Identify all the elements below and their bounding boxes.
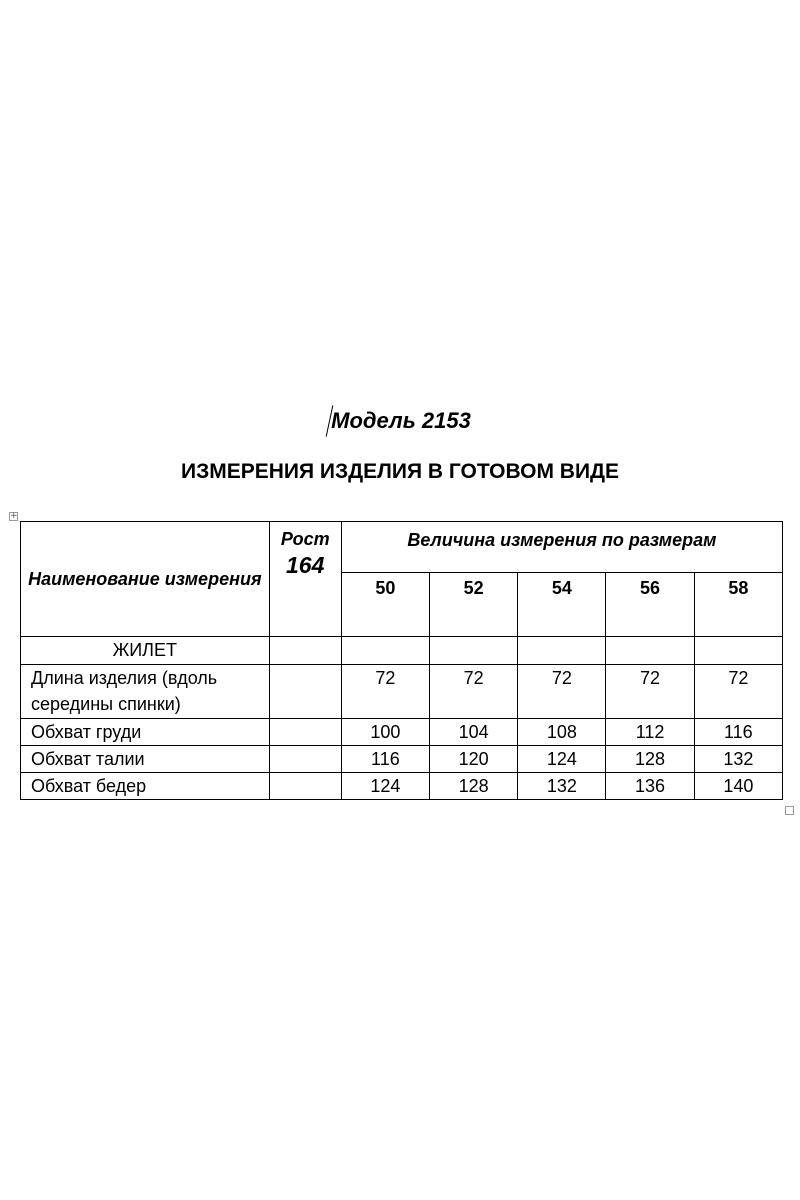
value-cell: 120 xyxy=(430,746,518,773)
value-cell: 72 xyxy=(518,665,606,719)
header-row-top xyxy=(21,522,783,573)
empty-cell xyxy=(606,637,694,665)
table-row xyxy=(21,746,783,773)
value-cell: 128 xyxy=(606,746,694,773)
measurement-name: Обхват бедер xyxy=(21,773,270,800)
measurement-name: Обхват талии xyxy=(21,746,270,773)
value-cell: 72 xyxy=(694,665,782,719)
value-cell: 124 xyxy=(518,746,606,773)
value-cell: 132 xyxy=(694,746,782,773)
value-cell: 72 xyxy=(341,665,429,719)
measurement-name: Длина изделия (вдоль середины спинки) xyxy=(21,665,270,719)
empty-cell xyxy=(430,637,518,665)
table-row xyxy=(21,665,783,719)
header-group-label: Величина измерения по размерам xyxy=(407,530,717,550)
measurement-name: Обхват груди xyxy=(21,719,270,746)
rost-cell xyxy=(269,773,341,800)
rost-cell xyxy=(269,746,341,773)
value-cell: 116 xyxy=(341,746,429,773)
header-rost-label: Рост xyxy=(280,529,330,549)
table-row xyxy=(21,719,783,746)
empty-cell xyxy=(518,637,606,665)
model-title xyxy=(0,405,800,437)
rost-cell xyxy=(269,665,341,719)
table-row xyxy=(21,773,783,800)
empty-cell xyxy=(341,637,429,665)
header-rost-value: 164 xyxy=(286,552,325,578)
value-cell: 72 xyxy=(430,665,518,719)
size-header-cell: 56 xyxy=(606,573,694,637)
rost-cell xyxy=(269,719,341,746)
value-cell: 124 xyxy=(341,773,429,800)
header-rost-cell xyxy=(269,522,341,637)
size-header-cell: 52 xyxy=(430,573,518,637)
value-cell: 112 xyxy=(606,719,694,746)
size-header-cell: 54 xyxy=(518,573,606,637)
header-name-label: Наименование измерения xyxy=(28,569,262,589)
value-cell: 136 xyxy=(606,773,694,800)
move-handle-icon[interactable]: + xyxy=(10,511,18,521)
value-cell: 132 xyxy=(518,773,606,800)
size-header-cell: 50 xyxy=(341,573,429,637)
value-cell: 108 xyxy=(518,719,606,746)
empty-cell xyxy=(694,637,782,665)
section-row xyxy=(21,637,783,665)
value-cell: 140 xyxy=(694,773,782,800)
measurements-table xyxy=(20,521,783,800)
section-label: ЖИЛЕТ xyxy=(21,637,270,665)
value-cell: 116 xyxy=(694,719,782,746)
empty-cell xyxy=(269,637,341,665)
resize-handle-icon[interactable] xyxy=(785,806,794,815)
header-name-cell xyxy=(21,522,270,637)
value-cell: 72 xyxy=(606,665,694,719)
value-cell: 100 xyxy=(341,719,429,746)
size-header-cell: 58 xyxy=(694,573,782,637)
document-heading: ИЗМЕРЕНИЯ ИЗДЕЛИЯ В ГОТОВОМ ВИДЕ xyxy=(180,460,620,483)
model-title-text: Модель 2153 xyxy=(331,408,471,433)
value-cell: 128 xyxy=(430,773,518,800)
header-group-cell xyxy=(341,522,782,573)
value-cell: 104 xyxy=(430,719,518,746)
